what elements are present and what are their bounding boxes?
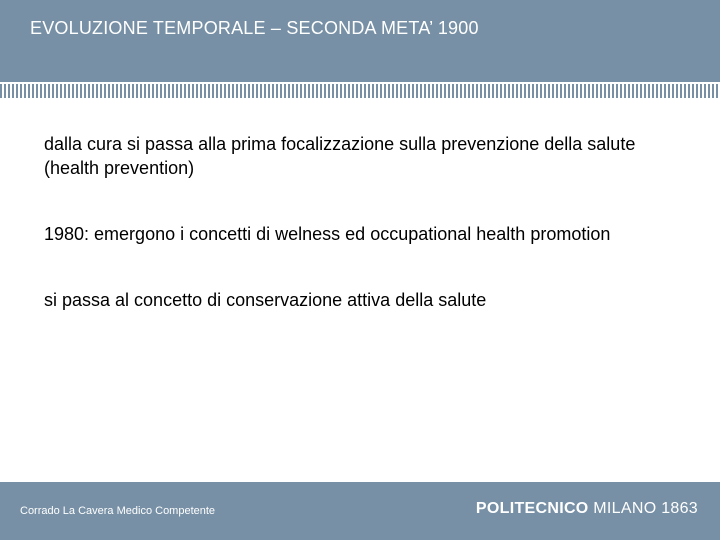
decorative-stripe xyxy=(0,84,720,98)
footer-author: Corrado La Cavera Medico Competente xyxy=(20,505,216,517)
politecnico-logo xyxy=(476,500,698,518)
slide-header xyxy=(0,0,720,82)
bullet-item: dalla cura si passa alla prima focalizzazione sulla prevenzione della salute (health prevention) xyxy=(44,134,636,178)
slide-footer xyxy=(0,482,720,540)
slide-title: EVOLUZIONE TEMPORALE – SECONDA META’ 1900 xyxy=(30,18,479,38)
bullet-item: si passa al concetto di conservazione attiva della salute xyxy=(44,290,487,310)
logo-suffix: MILANO 1863 xyxy=(588,500,698,517)
bullet-item: 1980: emergono i concetti di welness ed occupational health promotion xyxy=(44,224,611,244)
logo-name: POLITECNICO xyxy=(475,500,589,517)
slide-body xyxy=(44,132,684,354)
